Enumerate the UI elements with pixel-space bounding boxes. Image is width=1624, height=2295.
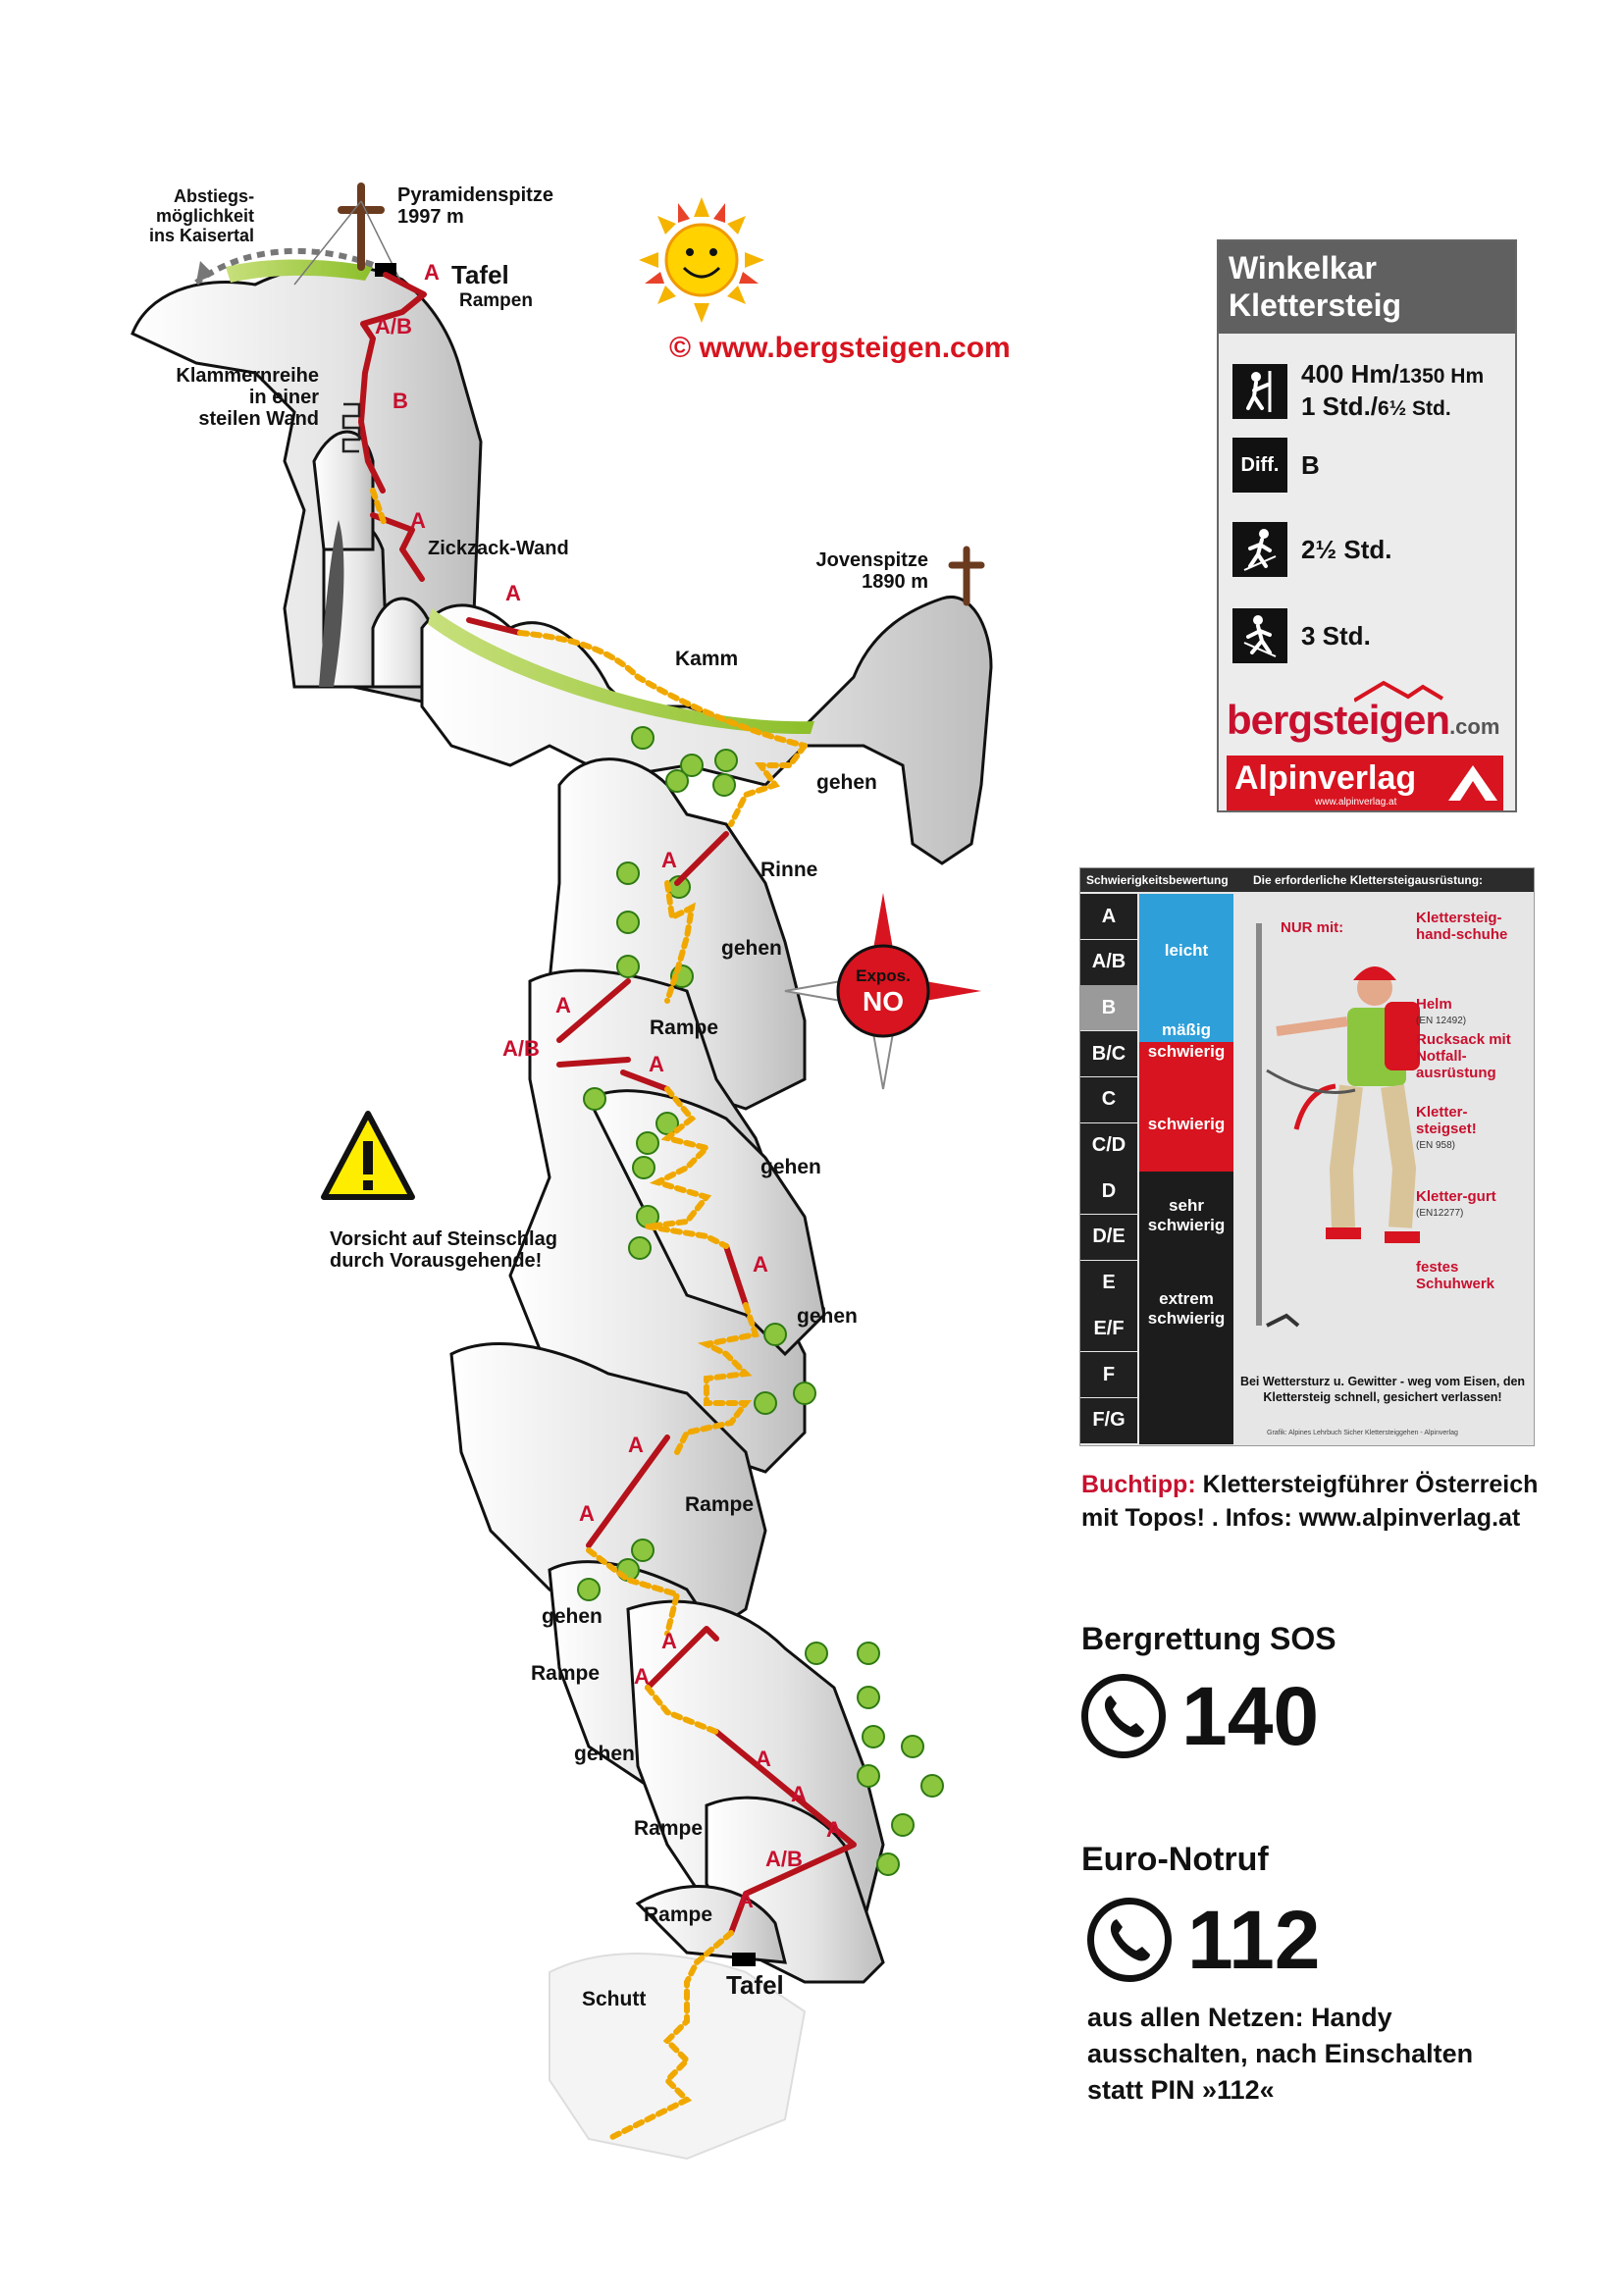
- compass-value: NO: [863, 986, 904, 1017]
- rampen-label: Rampen: [459, 290, 533, 311]
- grade-label: A: [661, 848, 677, 872]
- grade-label: B: [393, 389, 408, 413]
- equipment-name: Klettersteig-hand-schuhe: [1416, 910, 1508, 943]
- approach-row: [1232, 522, 1391, 577]
- route-title-line2: Klettersteig: [1229, 287, 1402, 323]
- equipment-item: [1416, 1104, 1524, 1154]
- nur-mit-label: NUR mit:: [1281, 919, 1344, 936]
- descent-note-line1: Abstiegs-: [174, 186, 255, 206]
- grade-cell: C: [1080, 1077, 1137, 1122]
- category-schwierig-1: schwierig: [1139, 1042, 1233, 1077]
- grade-label: A: [738, 1888, 754, 1912]
- grade-label: A: [505, 581, 521, 605]
- grade-label: A: [661, 1629, 677, 1653]
- descent-time: 3 Std.: [1301, 621, 1371, 651]
- grade-label: A: [634, 1664, 650, 1689]
- diff-badge: Diff.: [1232, 438, 1287, 493]
- rampe-label-5: Rampe: [644, 1904, 713, 1926]
- equipment-norm: (EN 12492): [1416, 1016, 1467, 1026]
- grade-cell: A/B: [1080, 940, 1137, 985]
- ascent-text: [1301, 359, 1484, 424]
- summit-main-name: Pyramidenspitze: [397, 184, 553, 206]
- alpinverlag-url: www.alpinverlag.at: [1315, 797, 1397, 808]
- height-value: 400 Hm/: [1301, 359, 1399, 389]
- tafel-bottom-marker: [732, 1953, 756, 1966]
- summit-cross-side: [952, 549, 981, 602]
- tafel-bottom-label: Tafel: [726, 1970, 784, 2000]
- scale-header-left: Schwierigkeitsbewertung: [1086, 873, 1229, 887]
- zickzack-label: Zickzack-Wand: [428, 538, 569, 559]
- rampe-label-3: Rampe: [531, 1662, 601, 1685]
- equipment-item: [1416, 1188, 1524, 1222]
- grade-label: A/B: [502, 1036, 540, 1061]
- klammern-label: [152, 365, 319, 430]
- scale-header: [1080, 868, 1534, 892]
- grade-label: A: [649, 1052, 664, 1076]
- gehen-label-2: gehen: [721, 937, 782, 960]
- grade-label: A: [628, 1433, 644, 1457]
- gehen-label-4: gehen: [797, 1305, 858, 1328]
- rampe-label-4: Rampe: [634, 1817, 704, 1840]
- gehen-label-3: gehen: [760, 1156, 821, 1178]
- euro-label: Euro-Notruf: [1081, 1841, 1269, 1878]
- equipment-name: Helm: [1416, 996, 1452, 1013]
- klammern-line2: in einer: [248, 387, 319, 408]
- approach-time: 2½ Std.: [1301, 535, 1392, 564]
- book-tip: [1081, 1468, 1538, 1535]
- gehen-label-1: gehen: [816, 771, 877, 794]
- ascent-row: [1232, 359, 1484, 424]
- grade-cell: E: [1080, 1261, 1137, 1306]
- climber-icon: [1232, 364, 1287, 419]
- grade-cell: B: [1080, 985, 1137, 1030]
- phone-icon: [1081, 1674, 1166, 1758]
- rescue-label: Bergrettung SOS: [1081, 1621, 1336, 1656]
- grade-label: A: [753, 1252, 768, 1277]
- alpinverlag-brand: Alpinverlag: [1234, 759, 1417, 797]
- emergency-note-line3: statt PIN »112«: [1087, 2075, 1275, 2105]
- hiker-up-icon: [1232, 522, 1287, 577]
- rampe-label-2: Rampe: [685, 1493, 755, 1516]
- grade-label: A: [579, 1501, 595, 1526]
- rockfall-warning-line2: durch Vorausgehende!: [330, 1250, 543, 1272]
- equipment-name: festes Schuhwerk: [1416, 1259, 1495, 1292]
- compass-label: [839, 966, 927, 1017]
- time-value: 1 Std./: [1301, 391, 1379, 421]
- grade-label: A: [826, 1817, 842, 1842]
- rinne-label: Rinne: [760, 859, 818, 881]
- grade-label: A: [791, 1782, 807, 1806]
- height-total: 1350 Hm: [1398, 365, 1485, 388]
- descent-row: [1232, 608, 1371, 663]
- euro-phone[interactable]: [1087, 1896, 1321, 1984]
- grade-cell: F/G: [1080, 1398, 1137, 1443]
- grade-cell: F: [1080, 1352, 1137, 1397]
- grade-label: A: [555, 993, 571, 1017]
- grade-label: A: [410, 508, 426, 533]
- scale-credit: Grafik: Alpines Lehrbuch Sicher Klettersteiggehen - Alpinverlag: [1267, 1430, 1458, 1436]
- category-leicht: leicht: [1139, 894, 1233, 1007]
- grade-cell: C/D: [1080, 1123, 1137, 1169]
- equipment-name: Rucksack mit Notfall-ausrüstung: [1416, 1031, 1511, 1081]
- equipment-item: [1416, 1031, 1524, 1081]
- grade-label: A/B: [375, 314, 412, 339]
- grade-label: A: [756, 1747, 771, 1771]
- grade-cell: E/F: [1080, 1306, 1137, 1351]
- category-maessig: mäßig: [1139, 1007, 1233, 1042]
- route-title-line1: Winkelkar: [1229, 250, 1377, 286]
- emergency-note-line2: ausschalten, nach Einschalten: [1087, 2039, 1474, 2068]
- descent-note-line2: möglichkeit: [156, 206, 255, 226]
- difficulty-row: [1232, 438, 1320, 493]
- equipment-item: [1416, 996, 1524, 1029]
- bergsteigen-suffix: .com: [1449, 714, 1500, 739]
- equipment-norm: (EN 958): [1416, 1140, 1456, 1151]
- summit-cross-main: [341, 186, 381, 267]
- rampe-label-1: Rampe: [650, 1017, 719, 1039]
- summit-side-name: Jovenspitze: [815, 549, 928, 571]
- gehen-label-5: gehen: [542, 1605, 602, 1628]
- route-info-card: [1217, 239, 1517, 812]
- equipment-name: Kletter-gurt: [1416, 1188, 1496, 1205]
- euro-number: 112: [1187, 1894, 1321, 1986]
- rockfall-warning-line1: Vorsicht auf Steinschlag: [330, 1228, 557, 1250]
- emergency-note-line1: aus allen Netzen: Handy: [1087, 2003, 1392, 2032]
- gehen-label-6: gehen: [574, 1743, 635, 1765]
- kamm-label: Kamm: [675, 648, 739, 670]
- equipment-norm: (EN12277): [1416, 1208, 1464, 1219]
- emergency-note: [1087, 2000, 1473, 2109]
- book-tip-text2[interactable]: mit Topos! . Infos: www.alpinverlag.at: [1081, 1504, 1521, 1532]
- route-info-body: [1219, 334, 1515, 810]
- route-title: [1219, 241, 1515, 334]
- phone-icon: [1087, 1898, 1172, 1982]
- equipment-item: [1416, 910, 1524, 943]
- alpinverlag-logo[interactable]: [1227, 756, 1503, 810]
- tafel-top-label: Tafel: [451, 260, 509, 289]
- time-total: 6½ Std.: [1378, 397, 1451, 420]
- schutt-label: Schutt: [582, 1988, 647, 2010]
- klammern-line1: Klammernreihe: [176, 365, 319, 387]
- summit-side-label: [795, 549, 928, 593]
- sun-icon: [639, 197, 764, 323]
- category-sehr-schwierig: sehr schwierig: [1139, 1172, 1233, 1260]
- scale-header-right: Die erforderliche Klettersteigausrüstung:: [1253, 873, 1484, 887]
- grade-cell: A: [1080, 894, 1137, 939]
- hiker-down-icon: [1232, 608, 1287, 663]
- rescue-number: 140: [1181, 1670, 1320, 1762]
- warning-icon: [324, 1114, 412, 1197]
- compass-caption: Expos.: [856, 966, 911, 985]
- difficulty-scale: [1079, 867, 1535, 1446]
- grade-label: A: [424, 260, 440, 285]
- rescue-phone[interactable]: [1081, 1672, 1319, 1760]
- copyright-url[interactable]: © www.bergsteigen.com: [669, 332, 1011, 364]
- klammern-line3: steilen Wand: [198, 408, 319, 430]
- book-tip-text1: Klettersteigführer Österreich: [1202, 1471, 1539, 1498]
- descent-note: [149, 186, 254, 245]
- summit-main-label: [397, 184, 553, 228]
- book-tip-label: Buchtipp:: [1081, 1471, 1196, 1498]
- grade-cell: D: [1080, 1169, 1137, 1214]
- rockfall-warning: [330, 1228, 557, 1272]
- equipment-item: [1416, 1259, 1524, 1292]
- grade-cell: B/C: [1080, 1031, 1137, 1076]
- summit-side-elevation: 1890 m: [862, 571, 928, 593]
- weather-warning: Bei Wettersturz u. Gewitter - weg vom Eisen, den Klettersteig schnell, gesichert verlassen!: [1239, 1375, 1526, 1404]
- grade-label: A/B: [765, 1847, 803, 1871]
- category-schwierig-2: schwierig: [1139, 1077, 1233, 1172]
- category-extrem-schwierig: extrem schwierig: [1139, 1260, 1233, 1444]
- bergsteigen-brand: bergsteigen: [1227, 697, 1450, 743]
- bergsteigen-logo[interactable]: [1227, 697, 1499, 744]
- grade-cell: D/E: [1080, 1215, 1137, 1260]
- difficulty-value: B: [1301, 450, 1320, 480]
- descent-note-line3: ins Kaisertal: [149, 226, 255, 245]
- summit-main-elevation: 1997 m: [397, 206, 464, 228]
- equipment-name: Kletter-steigset!: [1416, 1104, 1477, 1137]
